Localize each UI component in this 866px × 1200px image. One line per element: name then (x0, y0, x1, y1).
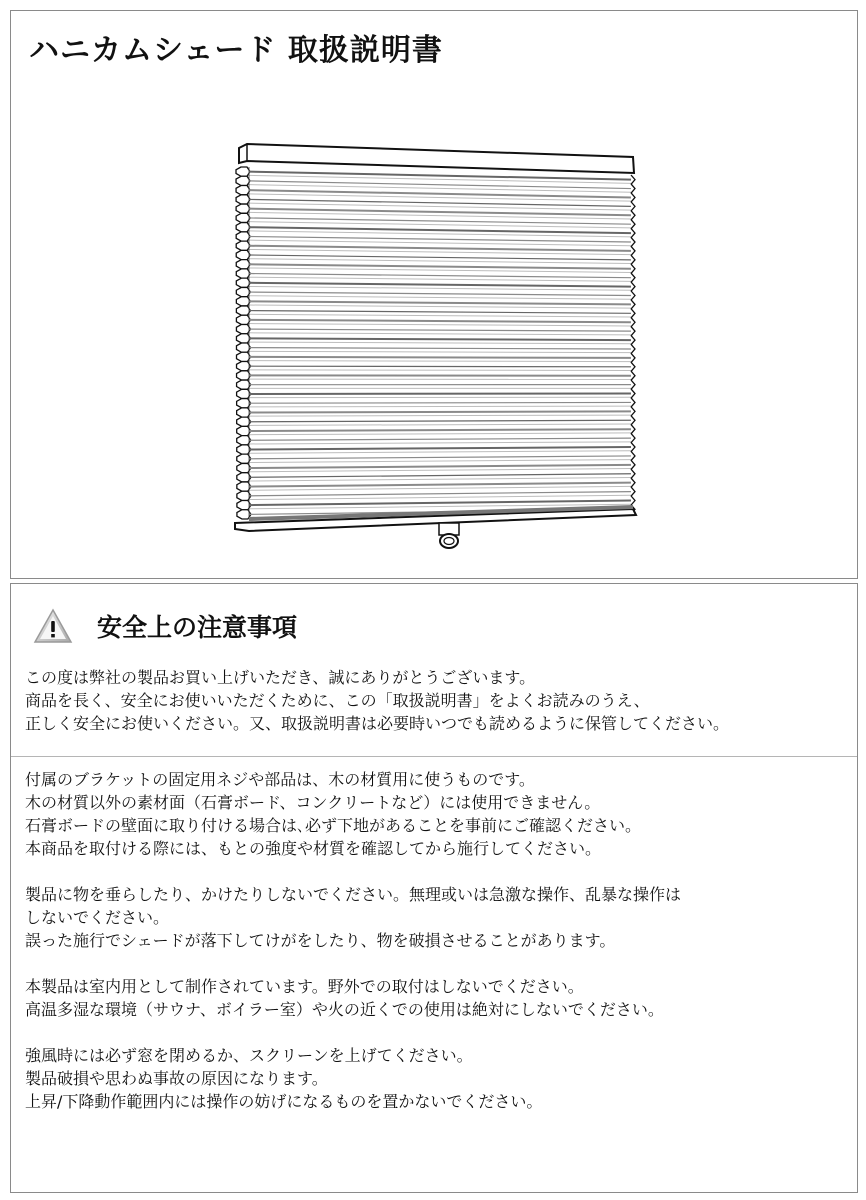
intro-paragraph (25, 666, 729, 735)
note-line: 強風時には必ず窓を閉めるか、スクリーンを上げてください。 (25, 1046, 473, 1065)
warning-triangle-icon (33, 608, 73, 644)
note-line: 付属のブラケットの固定用ネジや部品は、木の材質用に使うものです。 (25, 770, 535, 789)
note-line: 木の材質以外の素材面（石膏ボード、コンクリートなど）には使用できません。 (25, 793, 601, 812)
note-line: しないでください。 (25, 908, 170, 927)
note-environment (25, 975, 681, 1021)
honeycomb-shade-illustration (221, 131, 641, 561)
note-line: 石膏ボードの壁面に取り付ける場合は､必ず下地があることを事前にご確認ください。 (25, 816, 642, 835)
note-installation (25, 768, 681, 860)
note-line: 製品に物を垂らしたり、かけたりしないでください。無理或いは急激な操作、乱暴な操作は (25, 885, 682, 904)
safety-panel (10, 583, 858, 1193)
section-divider (11, 756, 857, 757)
safety-title: 安全上の注意事項 (97, 613, 298, 642)
document-title: ハニカムシェード 取扱説明書 (29, 33, 443, 68)
note-line: 本製品は室内用として制作されています。野外での取付はしないでください。 (25, 977, 584, 996)
safety-heading (33, 608, 297, 644)
note-line: 上昇/下降動作範囲内には操作の妨げになるものを置かないでください。 (25, 1092, 543, 1111)
note-handling (25, 883, 681, 952)
intro-line: 正しく安全にお使いください。又、取扱説明書は必要時いつでも読めるように保管してください。 (25, 714, 730, 733)
intro-line: 商品を長く、安全にお使いいただくために、この「取扱説明書」をよくお読みのうえ、 (25, 691, 650, 710)
note-line: 高温多湿な環境（サウナ、ボイラー室）や火の近くでの使用は絶対にしないでください。 (25, 1000, 664, 1019)
safety-notes (25, 768, 681, 1136)
title-panel (10, 10, 858, 579)
intro-line: この度は弊社の製品お買い上げいただき、誠にありがとうございます。 (25, 668, 536, 687)
note-wind (25, 1044, 681, 1113)
note-line: 製品破損や思わぬ事故の原因になります。 (25, 1069, 328, 1088)
note-line: 本商品を取付ける際には、もとの強度や材質を確認してから施行してください。 (25, 839, 602, 858)
note-line: 誤った施行でシェードが落下してけがをしたり、物を破損させることがあります。 (25, 931, 616, 950)
